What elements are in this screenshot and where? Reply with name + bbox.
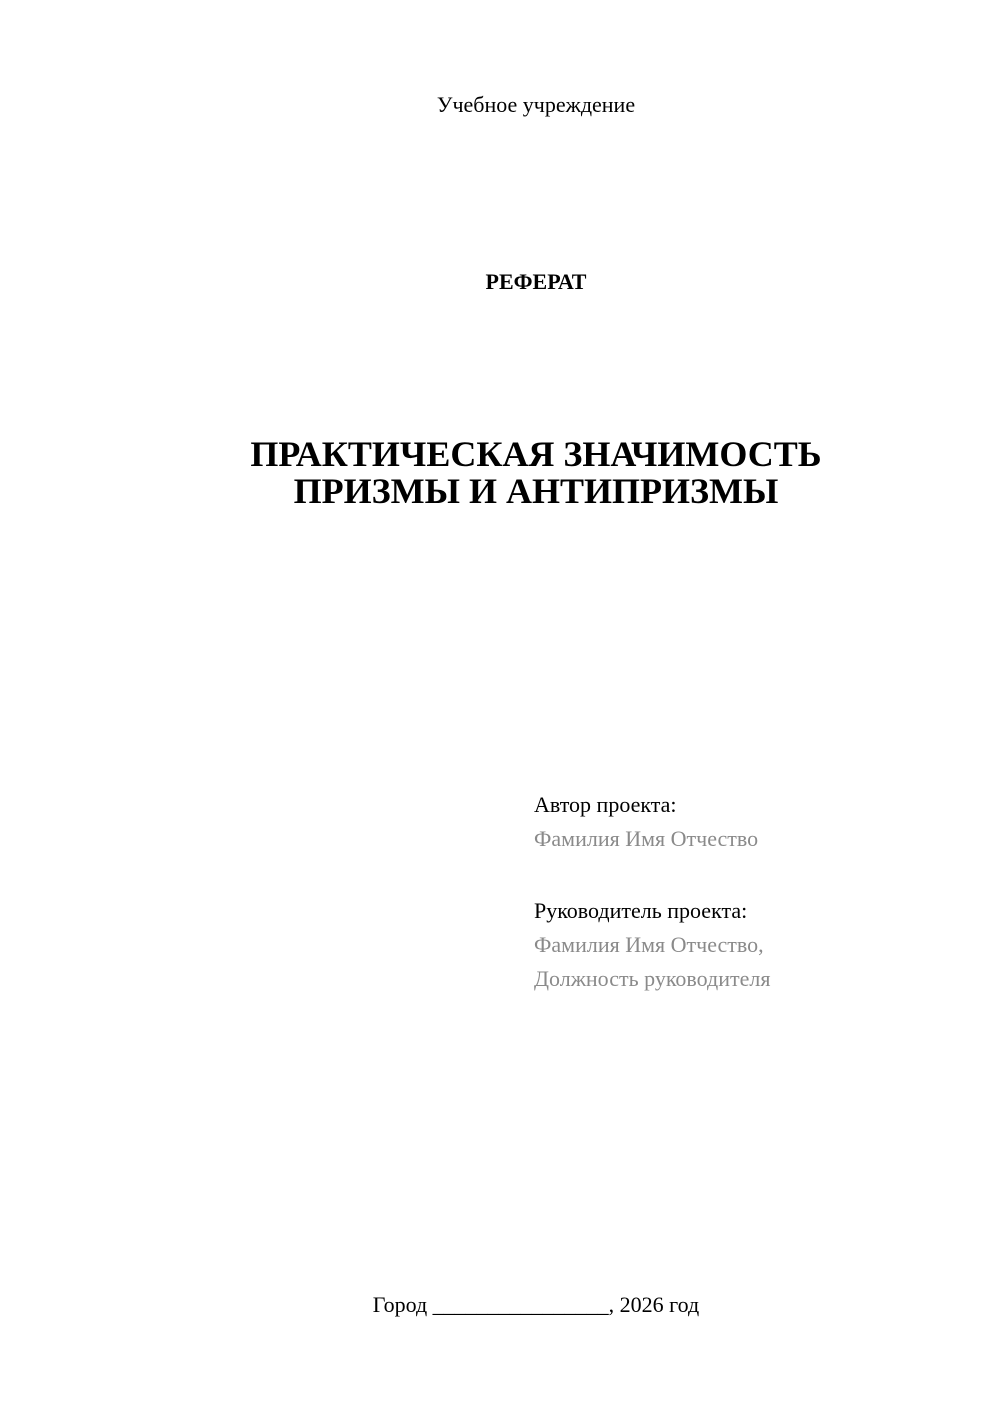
credits-block [534, 788, 974, 996]
supervisor-label: Руководитель проекта: [534, 898, 748, 923]
credits-spacer [534, 856, 974, 894]
supervisor-name: Фамилия Имя Отчество, [534, 932, 764, 957]
institution-name: Учебное учреждение [436, 92, 636, 117]
title-line-1: ПРАКТИЧЕСКАЯ ЗНАЧИМОСТЬ [250, 434, 822, 474]
author-label: Автор проекта: [534, 792, 677, 817]
title-line-2: ПРИЗМЫ И АНТИПРИЗМЫ [293, 471, 779, 511]
document-title [0, 436, 1000, 510]
city-year-line: Город ________________, 2026 год [372, 1292, 700, 1317]
supervisor-position: Должность руководителя [534, 966, 771, 991]
document-type: РЕФЕРАТ [485, 269, 587, 294]
author-name: Фамилия Имя Отчество [534, 826, 759, 851]
